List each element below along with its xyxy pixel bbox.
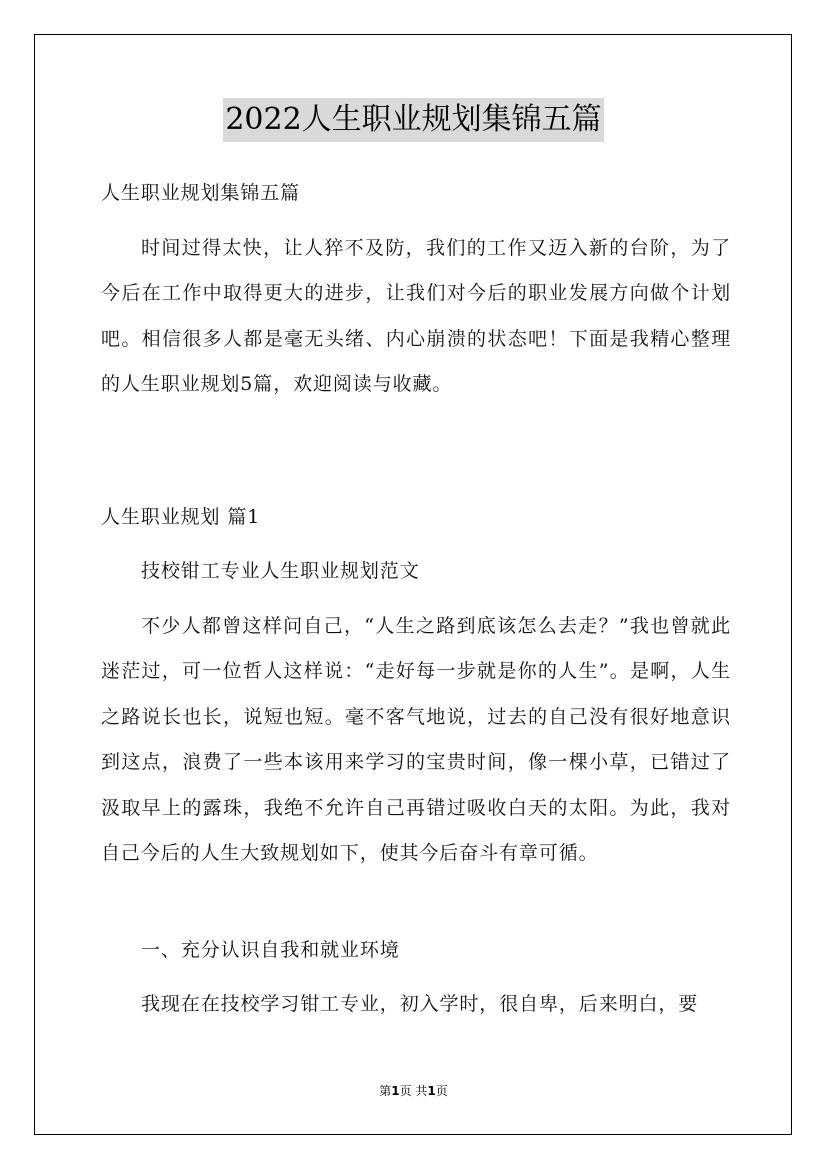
document-title — [0, 98, 827, 142]
page-footer — [0, 1082, 827, 1100]
document-title-text: 2022人生职业规划集锦五篇 — [223, 98, 603, 142]
section-point-1: 一、充分认识自我和就业环境 — [141, 939, 400, 961]
section-subtitle: 技校钳工专业人生职业规划范文 — [141, 560, 420, 582]
body-paragraph-1: 不少人都曾这样问自己，“人生之路到底该怎么去走？”我也曾就此迷茫过，可一位哲人这样说：“走好每一步就是你的人生”。是啊，人生之路说长也长，说短也短。毫不客气地说，过去的自己没有很好地意识到这点，浪费了一些本该用来学习的宝贵时间，像一棵小草，已错过了汲取早上的露珠，我绝不允许自己再错过吸收白天的太阳。为此，我对自己今后的人生大致规划如下，使其今后奋斗有章可循。 — [101, 615, 731, 865]
intro-paragraph: 时间过得太快，让人猝不及防，我们的工作又迈入新的台阶，为了今后在工作中取得更大的进步，让我们对今后的职业发展方向做个计划吧。相信很多人都是毫无头绪、内心崩溃的状态吧！下面是我精心整理的人生职业规划5篇，欢迎阅读与收藏。 — [101, 237, 731, 396]
footer-suffix: 页 — [435, 1084, 448, 1098]
body-paragraph-2: 我现在在技校学习钳工专业，初入学时，很自卑，后来明白，要 — [141, 993, 699, 1015]
footer-prefix: 第 — [379, 1084, 392, 1098]
document-heading: 人生职业规划集锦五篇 — [101, 182, 301, 204]
footer-page-number: 1 — [391, 1084, 400, 1098]
section-heading: 人生职业规划 篇1 — [101, 506, 261, 528]
footer-middle: 页 共 — [399, 1084, 428, 1098]
footer-total-pages: 1 — [427, 1084, 436, 1098]
